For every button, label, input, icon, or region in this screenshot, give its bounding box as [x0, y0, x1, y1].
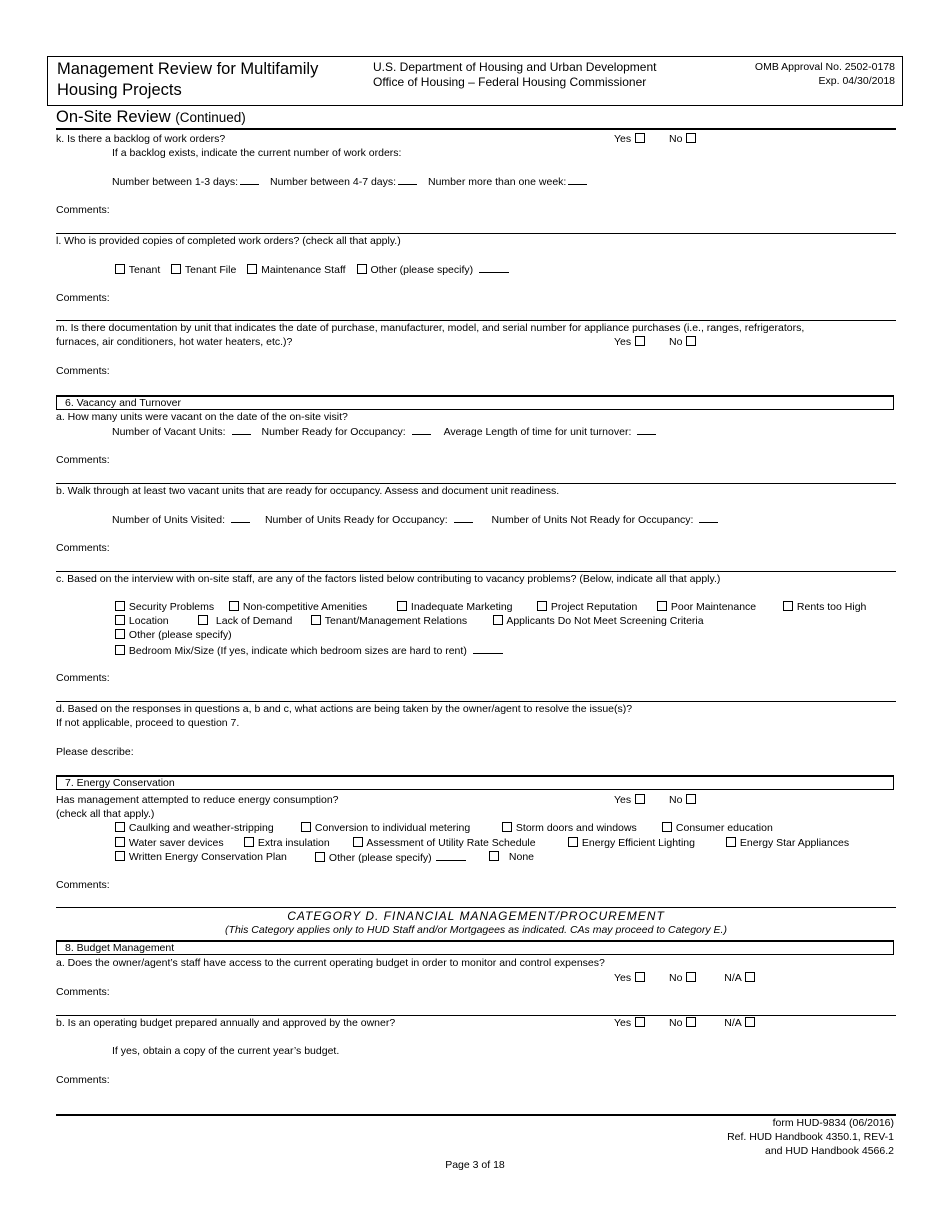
- location-checkbox[interactable]: [115, 615, 125, 625]
- question-k-yes-no: [614, 133, 697, 146]
- security-option: [114, 601, 214, 614]
- other-specify-field[interactable]: [436, 851, 466, 861]
- divider: [56, 483, 896, 484]
- no-label: No: [668, 1017, 683, 1029]
- lack-of-demand-checkbox[interactable]: [198, 615, 208, 625]
- caulking-option: [114, 822, 274, 835]
- yes-checkbox[interactable]: [635, 1017, 645, 1027]
- comments-label: Comments:: [56, 1074, 110, 1086]
- comments-label: Comments:: [56, 454, 110, 466]
- question-l-options: [114, 263, 509, 277]
- question-6a: a. How many units were vacant on the date of the on-site visit?: [56, 411, 348, 423]
- other-specify-field[interactable]: [479, 263, 509, 273]
- yes-checkbox[interactable]: [635, 133, 645, 143]
- question-6d-line2: If not applicable, proceed to question 7.: [56, 717, 240, 729]
- question-7-yes-no: [614, 794, 697, 807]
- comments-label: Comments:: [56, 292, 110, 304]
- question-7-note: (check all that apply.): [56, 808, 155, 820]
- option-label: Tenant/Management Relations: [324, 615, 468, 627]
- question-k: k. Is there a backlog of work orders?: [56, 133, 226, 145]
- water-option: [114, 837, 224, 850]
- handbook-ref-1: Ref. HUD Handbook 4350.1, REV-1: [727, 1131, 894, 1143]
- comments-label: Comments:: [56, 879, 110, 891]
- insulation-option: [243, 837, 330, 850]
- yes-label: Yes: [614, 794, 632, 806]
- divider: [56, 701, 896, 702]
- divider: [56, 907, 896, 908]
- no-checkbox[interactable]: [686, 1017, 696, 1027]
- option-label: Energy Efficient Lighting: [581, 837, 695, 849]
- tenant-checkbox[interactable]: [115, 264, 125, 274]
- field-label-ready-occupancy: Number Ready for Occupancy:: [261, 426, 406, 438]
- option-label: Location: [128, 615, 169, 627]
- question-6d-line1: d. Based on the responses in questions a, b and c, what actions are being taken by the owner/agent to resolve the issue(s)?: [56, 703, 633, 715]
- efficient-lighting-checkbox[interactable]: [568, 837, 578, 847]
- field-label-vacant-units: Number of Vacant Units:: [112, 426, 226, 438]
- consumer-education-checkbox[interactable]: [662, 822, 672, 832]
- na-checkbox[interactable]: [745, 972, 755, 982]
- section-8-header: 8. Budget Management: [56, 940, 894, 955]
- field-label-units-ready: Number of Units Ready for Occupancy:: [264, 514, 448, 526]
- comments-label: Comments:: [56, 204, 110, 216]
- divider: [56, 233, 896, 234]
- office-name: Office of Housing – Federal Housing Commissioner: [373, 75, 647, 89]
- rents-option: [782, 601, 866, 614]
- units-visited-field[interactable]: [231, 513, 250, 523]
- field-1-3-days[interactable]: [240, 175, 259, 185]
- question-8b: b. Is an operating budget prepared annually and approved by the owner?: [56, 1017, 396, 1029]
- field-label-1-3-days: Number between 1-3 days:: [112, 176, 239, 188]
- department-block: [373, 60, 656, 90]
- utility-rate-checkbox[interactable]: [353, 837, 363, 847]
- option-label: Written Energy Conservation Plan: [128, 851, 287, 863]
- marketing-option: [396, 601, 513, 614]
- department-name: U.S. Department of Housing and Urban Development: [373, 60, 657, 74]
- divider: [56, 128, 896, 130]
- vacant-units-field[interactable]: [232, 425, 251, 435]
- no-label: No: [668, 336, 683, 348]
- energy-star-checkbox[interactable]: [726, 837, 736, 847]
- question-6a-fields: [112, 425, 656, 439]
- comments-label: Comments:: [56, 365, 110, 377]
- option-label: Other (please specify): [328, 852, 432, 864]
- other-checkbox[interactable]: [315, 852, 325, 862]
- page-number: Page 3 of 18: [445, 1159, 505, 1171]
- option-label: Energy Star Appliances: [739, 837, 850, 849]
- comments-label: Comments:: [56, 986, 110, 998]
- maintenance-staff-checkbox[interactable]: [247, 264, 257, 274]
- option-label: Rents too High: [796, 601, 867, 613]
- screening-criteria-checkbox[interactable]: [493, 615, 503, 625]
- bedroom-mix-checkbox[interactable]: [115, 645, 125, 655]
- category-d-note: (This Category applies only to HUD Staff and/or Mortgagees as indicated. CAs may proceed to Category E.): [225, 924, 727, 936]
- na-label: N/A: [724, 972, 742, 984]
- bedroom-option: [114, 644, 503, 658]
- option-label: Bedroom Mix/Size (If yes, indicate which bedroom sizes are hard to rent): [128, 645, 467, 657]
- na-label: N/A: [724, 1017, 742, 1029]
- units-not-ready-field[interactable]: [699, 513, 718, 523]
- question-6b-fields: [112, 513, 718, 527]
- section-7-header: 7. Energy Conservation: [56, 775, 894, 790]
- yes-label: Yes: [614, 336, 632, 348]
- turnover-time-field[interactable]: [637, 425, 656, 435]
- option-label: Other (please specify): [370, 264, 474, 276]
- option-label: Poor Maintenance: [670, 601, 757, 613]
- amenities-option: [228, 601, 367, 614]
- footer-references: [727, 1116, 894, 1158]
- caulking-checkbox[interactable]: [115, 822, 125, 832]
- plan-option: [114, 851, 287, 864]
- field-over-week[interactable]: [568, 175, 587, 185]
- extra-insulation-checkbox[interactable]: [244, 837, 254, 847]
- poor-maintenance-checkbox[interactable]: [657, 601, 667, 611]
- field-label-turnover-time: Average Length of time for unit turnover:: [443, 426, 632, 438]
- option-label: Non-competitive Amenities: [242, 601, 368, 613]
- no-label: No: [668, 972, 683, 984]
- location-option: [114, 615, 169, 628]
- option-label: Lack of Demand: [215, 615, 293, 627]
- section-title: [56, 107, 246, 128]
- please-describe-label: Please describe:: [56, 746, 134, 758]
- option-label: Tenant File: [184, 264, 237, 276]
- no-label: No: [668, 794, 683, 806]
- omb-block: [755, 60, 895, 88]
- question-m-line1: m. Is there documentation by unit that indicates the date of purchase, manufacturer, model, and serial number for appliance purchases (i.e., ranges, refrigerators,: [56, 322, 805, 334]
- question-8b-note: If yes, obtain a copy of the current year’s budget.: [112, 1045, 340, 1057]
- option-label: Storm doors and windows: [515, 822, 637, 834]
- option-label: Tenant: [128, 264, 161, 276]
- divider: [56, 1015, 896, 1016]
- relations-option: [310, 615, 467, 628]
- maintenance-option: [656, 601, 756, 614]
- question-k-fields: [112, 175, 587, 189]
- option-label: Consumer education: [675, 822, 773, 834]
- other-option: [114, 629, 232, 642]
- demand-option: [197, 615, 292, 628]
- no-checkbox[interactable]: [686, 133, 696, 143]
- option-label: None: [508, 851, 535, 863]
- option-label: Maintenance Staff: [261, 264, 346, 276]
- comments-label: Comments:: [56, 672, 110, 684]
- storm-option: [501, 822, 637, 835]
- option-label: Project Reputation: [550, 601, 638, 613]
- option-label: Applicants Do Not Meet Screening Criteria: [506, 615, 704, 627]
- no-checkbox[interactable]: [686, 794, 696, 804]
- form-number: form HUD-9834 (06/2016): [772, 1117, 894, 1129]
- field-label-4-7-days: Number between 4-7 days:: [270, 176, 397, 188]
- option-label: Security Problems: [128, 601, 215, 613]
- education-option: [661, 822, 773, 835]
- no-checkbox[interactable]: [686, 972, 696, 982]
- handbook-ref-2: and HUD Handbook 4566.2: [764, 1145, 894, 1157]
- other-checkbox[interactable]: [357, 264, 367, 274]
- bedroom-sizes-field[interactable]: [473, 644, 503, 654]
- omb-approval: OMB Approval No. 2502-0178: [754, 61, 895, 73]
- utility-option: [352, 837, 536, 850]
- reputation-option: [536, 601, 637, 614]
- question-6b: b. Walk through at least two vacant units that are ready for occupancy. Assess and document unit readiness.: [56, 485, 560, 497]
- yes-label: Yes: [614, 972, 632, 984]
- form-title: Management Review for Multifamily Housing Projects: [57, 60, 319, 99]
- na-checkbox[interactable]: [745, 1017, 755, 1027]
- field-label-units-not-ready: Number of Units Not Ready for Occupancy:: [491, 514, 694, 526]
- metering-option: [300, 822, 470, 835]
- omb-expiration: Exp. 04/30/2018: [818, 75, 895, 87]
- star-option: [725, 837, 849, 850]
- comments-label: Comments:: [56, 542, 110, 554]
- yes-checkbox[interactable]: [635, 794, 645, 804]
- units-ready-field[interactable]: [454, 513, 473, 523]
- lighting-option: [567, 837, 695, 850]
- screening-option: [492, 615, 704, 628]
- field-4-7-days[interactable]: [398, 175, 417, 185]
- question-l: l. Who is provided copies of completed work orders? (check all that apply.): [56, 235, 401, 247]
- section-6-header: 6. Vacancy and Turnover: [56, 395, 894, 410]
- no-label: No: [668, 133, 683, 145]
- divider: [56, 320, 896, 321]
- option-label: Conversion to individual metering: [314, 822, 471, 834]
- category-d-title: CATEGORY D. FINANCIAL MANAGEMENT/PROCUREMENT: [287, 909, 665, 923]
- yes-label: Yes: [614, 133, 632, 145]
- other-option: [314, 851, 466, 865]
- field-label-over-week: Number more than one week:: [428, 176, 567, 188]
- divider: [56, 571, 896, 572]
- question-8a-yes-no-na: [614, 972, 756, 985]
- form-header: [47, 56, 903, 106]
- section-title-suffix: (Continued): [175, 110, 246, 125]
- option-label: Other (please specify): [128, 629, 232, 641]
- amenities-checkbox[interactable]: [229, 601, 239, 611]
- other-checkbox[interactable]: [115, 629, 125, 639]
- marketing-checkbox[interactable]: [397, 601, 407, 611]
- question-8a: a. Does the owner/agent’s staff have access to the current operating budget in order to monitor and control expenses?: [56, 957, 605, 969]
- yes-checkbox[interactable]: [635, 336, 645, 346]
- question-7: Has management attempted to reduce energy consumption?: [56, 794, 339, 806]
- field-label-units-visited: Number of Units Visited:: [112, 514, 226, 526]
- none-option: [488, 851, 534, 864]
- option-label: Water saver devices: [128, 837, 224, 849]
- none-checkbox[interactable]: [489, 851, 499, 861]
- section-title-main: On-Site Review: [56, 108, 171, 126]
- question-m-yes-no: [614, 336, 697, 349]
- question-8b-yes-no-na: [614, 1017, 756, 1030]
- tenant-relations-checkbox[interactable]: [311, 615, 321, 625]
- yes-checkbox[interactable]: [635, 972, 645, 982]
- option-label: Assessment of Utility Rate Schedule: [366, 837, 536, 849]
- option-label: Extra insulation: [257, 837, 330, 849]
- reputation-checkbox[interactable]: [537, 601, 547, 611]
- rents-too-high-checkbox[interactable]: [783, 601, 793, 611]
- question-m-line2: furnaces, air conditioners, hot water heaters, etc.)?: [56, 336, 293, 348]
- conservation-plan-checkbox[interactable]: [115, 851, 125, 861]
- storm-doors-checkbox[interactable]: [502, 822, 512, 832]
- question-6c: c. Based on the interview with on-site staff, are any of the factors listed below contributing to vacancy problems? (Below, indicate all that apply.): [56, 573, 721, 585]
- no-checkbox[interactable]: [686, 336, 696, 346]
- option-label: Caulking and weather-stripping: [128, 822, 274, 834]
- individual-metering-checkbox[interactable]: [301, 822, 311, 832]
- water-saver-checkbox[interactable]: [115, 837, 125, 847]
- security-problems-checkbox[interactable]: [115, 601, 125, 611]
- yes-label: Yes: [614, 1017, 632, 1029]
- question-k-note: If a backlog exists, indicate the current number of work orders:: [112, 147, 402, 159]
- tenant-file-checkbox[interactable]: [171, 264, 181, 274]
- option-label: Inadequate Marketing: [410, 601, 513, 613]
- ready-occupancy-field[interactable]: [412, 425, 431, 435]
